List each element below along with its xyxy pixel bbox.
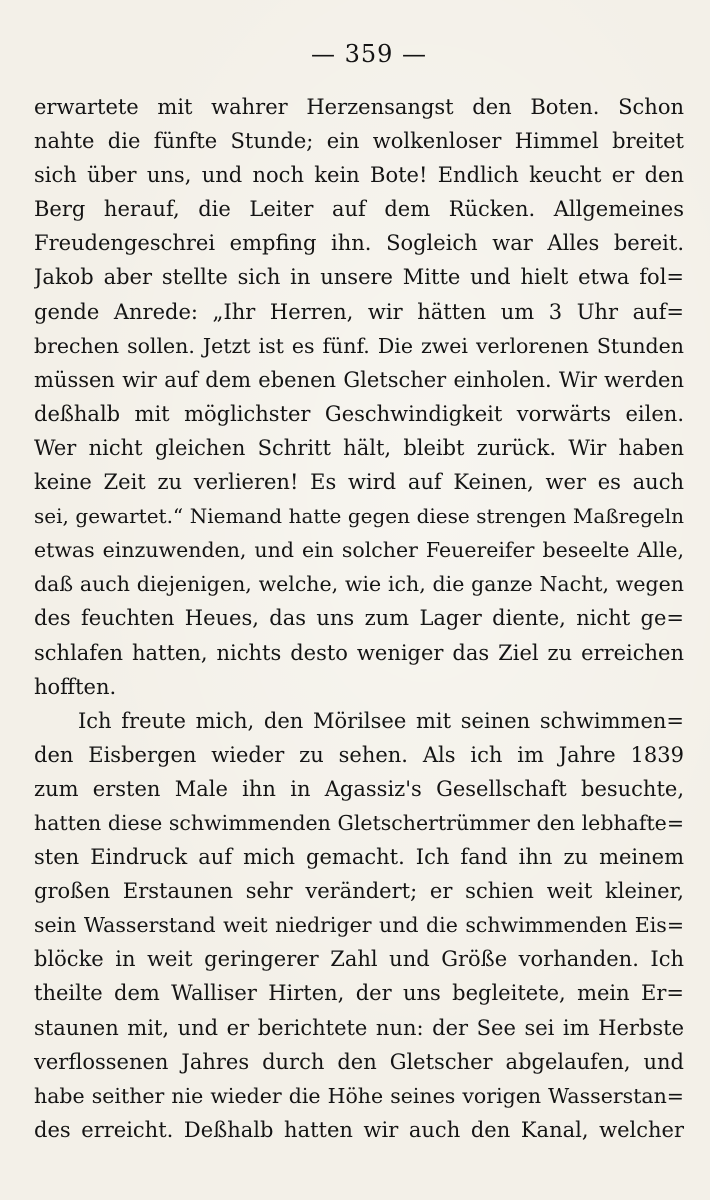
text-line: blöcke in weit geringerer Zahl und Größe vorhanden. Ich — [34, 947, 684, 972]
text-line: Wer nicht gleichen Schritt hält, bleibt zurück. Wir haben — [34, 435, 684, 460]
text-line: deßhalb mit möglichster Geschwindigkeit vorwärts eilen. — [34, 401, 684, 426]
text-line: etwas einzuwenden, und ein solcher Feuereifer beseelte Alle, — [34, 538, 684, 563]
text-line: hatten diese schwimmenden Gletschertrümmer den lebhafte= — [34, 810, 684, 835]
text-line: erwartete mit wahrer Herzensangst den Boten. Schon — [34, 95, 684, 119]
text-line: hofften. — [34, 674, 117, 699]
text-line: großen Erstaunen sehr verändert; er schien weit kleiner, — [34, 879, 684, 904]
text-line: verflossenen Jahres durch den Gletscher abgelaufen, und — [34, 1049, 684, 1074]
text-line: theilte dem Walliser Hirten, der uns begleitete, mein Er= — [34, 981, 684, 1006]
text-line: gende Anrede: „Ihr Herren, wir hätten um 3 Uhr auf= — [34, 299, 684, 324]
text-line: daß auch diejenigen, welche, wie ich, die ganze Nacht, wegen — [34, 572, 684, 597]
text-line: Berg herauf, die Leiter auf dem Rücken. Allgemeines — [34, 197, 684, 222]
text-line: Ich freute mich, den Mörilsee mit seinen schwimmen= — [78, 708, 684, 733]
text-line: nahte die fünfte Stunde; ein wolkenloser Himmel breitet — [34, 129, 684, 154]
text-line: des erreicht. Deßhalb hatten wir auch den Kanal, welcher — [34, 1117, 684, 1142]
text-line: schlafen hatten, nichts desto weniger das Ziel zu erreichen — [34, 640, 684, 665]
text-line: sein Wasserstand weit niedriger und die schwimmenden Eis= — [34, 913, 684, 938]
paragraph-2 — [34, 704, 684, 1147]
text-line: zum ersten Male ihn in Agassiz's Gesellschaft besuchte, — [34, 776, 684, 801]
text-line: brechen sollen. Jetzt ist es fünf. Die zwei verlorenen Stunden — [34, 333, 684, 358]
text-line: des feuchten Heues, das uns zum Lager diente, nicht ge= — [34, 606, 684, 631]
paragraph-1 — [34, 90, 684, 704]
text-line: staunen mit, und er berichtete nun: der See sei im Herbste — [34, 1015, 684, 1040]
page-header — [54, 40, 684, 90]
text-line: sten Eindruck auf mich gemacht. Ich fand ihn zu meinem — [34, 845, 684, 870]
text-line: sich über uns, und noch kein Bote! Endlich keucht er den — [34, 163, 684, 188]
text-line: den Eisbergen wieder zu sehen. Als ich im Jahre 1839 — [34, 742, 684, 767]
text-line: keine Zeit zu verlieren! Es wird auf Keinen, wer es auch — [34, 470, 684, 495]
body-text — [34, 90, 684, 1147]
page-number: — 359 — — [310, 40, 428, 68]
text-line: Freudengeschrei empfing ihn. Sogleich war Alles bereit. — [34, 231, 684, 256]
text-line: sei, gewartet.“ Niemand hatte gegen diese strengen Maßregeln — [34, 504, 684, 529]
text-line: Jakob aber stellte sich in unsere Mitte und hielt etwa fol= — [34, 265, 684, 290]
text-line: habe seither nie wieder die Höhe seines vorigen Wasserstan= — [34, 1083, 684, 1108]
text-line: müssen wir auf dem ebenen Gletscher einholen. Wir werden — [34, 367, 684, 392]
